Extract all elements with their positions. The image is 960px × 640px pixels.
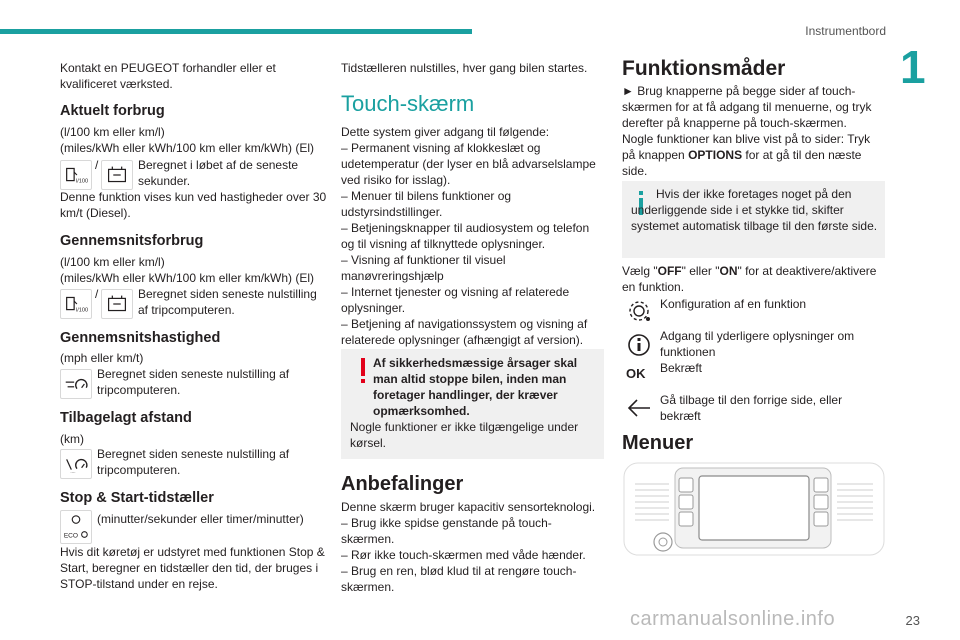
touch-item: – Visning af funktioner til visuel manøvreringshjælp xyxy=(341,253,506,283)
section-unit: (l/100 km eller km/l) (miles/kWh eller kWh/100 km eller km/kWh) (El) xyxy=(60,255,315,285)
recommendations-title: Anbefalinger xyxy=(341,473,464,495)
info-note: Hvis der ikke foretages noget på den underliggende side i et stykke tid, skifter systemet automatisk tilbage til den første side. xyxy=(631,187,878,233)
section-title-stop-start: Stop & Start-tidstæller xyxy=(60,490,214,506)
watermark: carmanualsonline.info xyxy=(630,608,836,630)
reset-note: Tidstælleren nulstilles, hver gang bilen startes. xyxy=(341,61,588,75)
touch-item: – Permanent visning af klokkeslæt og udetemperatur (der lyser en blå advarselslampe ved risiko for isslag). xyxy=(341,141,596,187)
ok-icon: OK xyxy=(626,366,646,381)
gear-icon xyxy=(622,296,656,326)
section-unit: (mph eller km/t) xyxy=(60,351,144,365)
svg-text:l/100: l/100 xyxy=(76,178,89,185)
exclamation-warning-icon xyxy=(356,356,370,386)
section-unit: (l/100 km eller km/l) (miles/kWh eller kWh/100 km eller km/kWh) (El) xyxy=(60,125,315,155)
svg-text:l/100: l/100 xyxy=(76,307,89,314)
rec-item: – Brug en ren, blød klud til at rengøre touch-skærmen. xyxy=(341,564,577,594)
rec-item: – Rør ikke touch-skærmen med våde hænder. xyxy=(341,548,586,562)
section-description: Beregnet siden seneste nulstilling af tripcomputeren. xyxy=(97,367,290,397)
section-title-distance: Tilbagelagt afstand xyxy=(60,410,192,426)
ev-consumption-icon xyxy=(101,160,133,190)
svg-text:ECO: ECO xyxy=(63,532,78,540)
item-text: Bekræft xyxy=(660,361,703,375)
section-description: Beregnet siden seneste nulstilling af tripcomputeren. xyxy=(138,287,317,317)
touch-screen-title: Touch-skærm xyxy=(341,91,475,116)
info-icon xyxy=(622,330,656,360)
touch-item: – Internet tjenester og visning af relaterede oplysninger. xyxy=(341,285,570,315)
section-title-average-speed: Gennemsnitshastighed xyxy=(60,330,221,346)
section-description: Hvis dit køretøj er udstyret med funktionen Stop & Start, beregner en tidstæller den tid, der bruges i STOP-tilstand under en rejse. xyxy=(60,545,325,591)
intro-text: Kontakt en PEUGEOT forhandler eller et kvalificeret værksted. xyxy=(60,61,276,91)
item-text: Adgang til yderligere oplysninger om funktionen xyxy=(660,329,855,359)
header-title: Instrumentbord xyxy=(805,24,886,38)
svg-text:....: .... xyxy=(70,468,76,474)
touch-item: – Betjening af navigationssystem og visning af relaterede oplysninger (afhængigt af version). xyxy=(341,317,588,347)
section-unit: (km) xyxy=(60,432,84,446)
section-title-average-consumption: Gennemsnitsforbrug xyxy=(60,233,204,249)
section-description: Beregnet siden seneste nulstilling af tripcomputeren. xyxy=(97,447,290,477)
slash-separator: / xyxy=(95,287,99,301)
select-instruction: Vælg "OFF" eller "ON" for at deaktivere/aktivere en funktion. xyxy=(622,264,877,294)
item-text: Gå tilbage til den forrige side, eller bekræft xyxy=(660,393,843,423)
touch-item: – Betjeningsknapper til audiosystem og telefon og til visning af tilknyttede oplysninger. xyxy=(341,221,590,251)
touch-screen-illustration xyxy=(623,462,885,556)
warning-bold: Af sikkerhedsmæssige årsager skal man altid stoppe bilen, inden man foretager handlinger, der kræver opmærksomhed. xyxy=(373,356,578,418)
touch-intro: Dette system giver adgang til følgende: xyxy=(341,125,550,139)
fuel-consumption-icon xyxy=(60,289,92,319)
page-number: 23 xyxy=(905,613,920,628)
functions-text-options: Nogle funktioner kan blive vist på to sider: Tryk på knappen OPTIONS for at gå til den næste side. xyxy=(622,132,871,178)
functions-text: ► Brug knapperne på begge sider af touch-skærmen for at få adgang til menuerne, og tryk derefter på knapperne på touch-skærmen. xyxy=(622,84,872,130)
section-description: Beregnet i løbet af de seneste sekunder. xyxy=(138,158,299,188)
warning-text: Nogle funktioner er ikke tilgængelige under kørsel. xyxy=(350,420,579,450)
header-accent-bar xyxy=(0,29,472,34)
section-title-current-consumption: Aktuelt forbrug xyxy=(60,103,165,119)
item-text: Konfiguration af en funktion xyxy=(660,297,807,311)
back-arrow-icon xyxy=(622,393,656,423)
rec-item: – Brug ikke spidse genstande på touch-skærmen. xyxy=(341,516,552,546)
fuel-consumption-icon xyxy=(60,160,92,190)
stop-start-timer-icon xyxy=(60,510,92,544)
slash-separator: / xyxy=(95,158,99,172)
speed-icon xyxy=(60,369,92,399)
rec-intro: Denne skærm bruger kapacitiv sensorteknologi. xyxy=(341,500,596,514)
distance-icon xyxy=(60,449,92,479)
menus-title: Menuer xyxy=(622,432,694,454)
section-note: Denne funktion vises kun ved hastigheder over 30 km/t (Diesel). xyxy=(60,190,327,220)
chapter-number: 1 xyxy=(900,41,926,93)
functions-title: Funktionsmåder xyxy=(622,57,786,80)
ev-consumption-icon xyxy=(101,289,133,319)
touch-item: – Menuer til bilens funktioner og udstyrsindstillinger. xyxy=(341,189,512,219)
section-unit: (minutter/sekunder eller timer/minutter) xyxy=(97,512,304,526)
